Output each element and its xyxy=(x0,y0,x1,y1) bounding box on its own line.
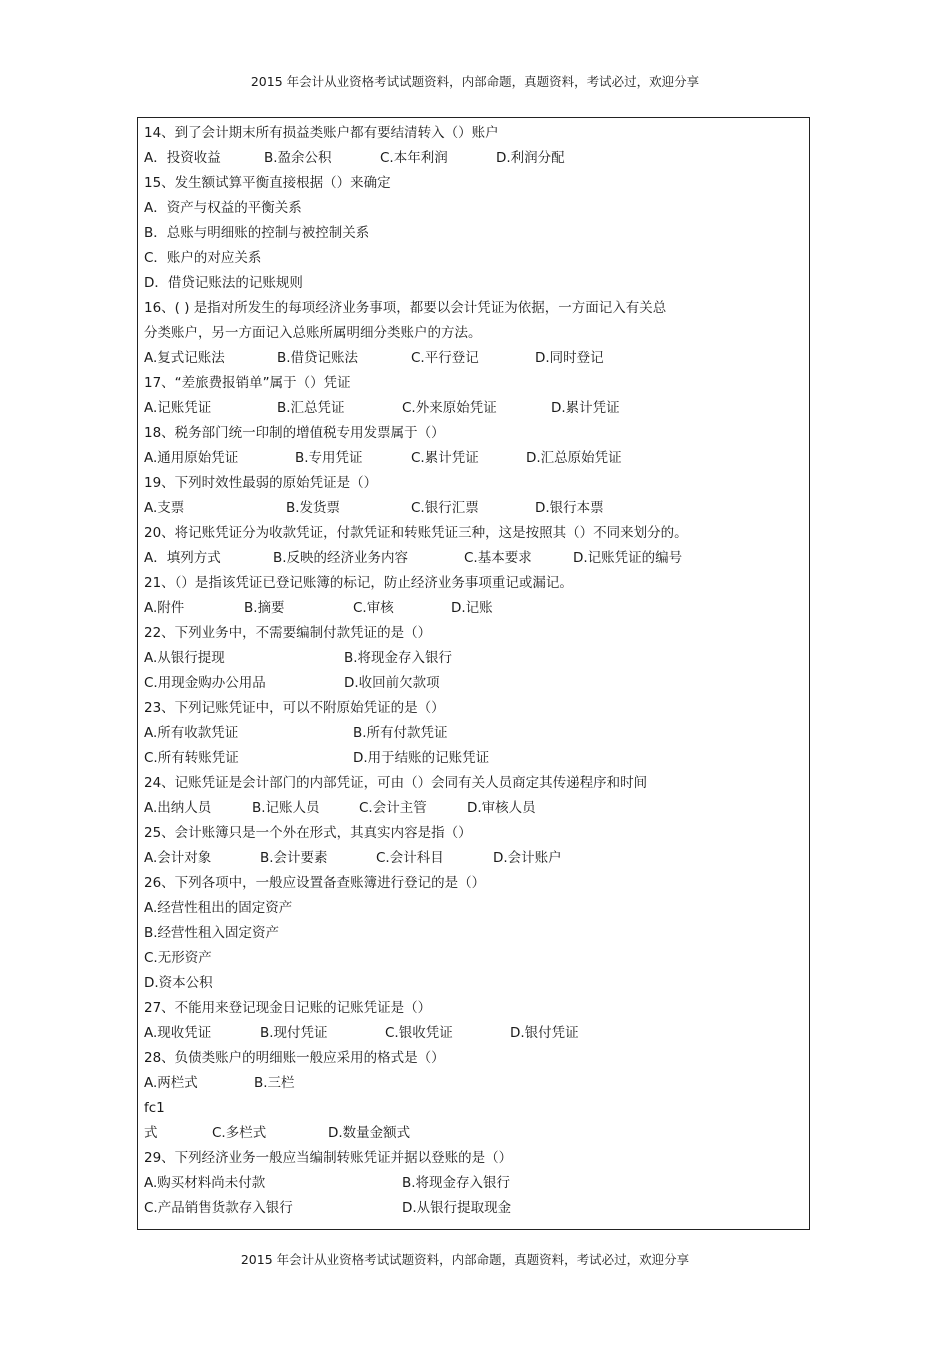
options-row xyxy=(144,1196,803,1221)
question-line: B．总账与明细账的控制与被控制关系 xyxy=(144,225,370,241)
answer-option: D.从银行提取现金 xyxy=(402,1200,512,1216)
answer-option: C.本年利润 xyxy=(380,150,448,166)
answer-option: C.基本要求 xyxy=(464,550,532,566)
answer-option: C.银行汇票 xyxy=(411,500,479,516)
answer-option: A.记账凭证 xyxy=(144,400,212,416)
options-row xyxy=(144,721,803,746)
question-list xyxy=(144,121,803,1221)
options-row xyxy=(144,1021,803,1046)
answer-option: A．投资收益 xyxy=(144,150,221,166)
answer-option: D.同时登记 xyxy=(535,350,604,366)
answer-option: A.两栏式 xyxy=(144,1075,198,1091)
answer-option: D.用于结账的记账凭证 xyxy=(353,750,490,766)
answer-option: B.汇总凭证 xyxy=(277,400,345,416)
answer-option: C.累计凭证 xyxy=(411,450,479,466)
answer-option: A.附件 xyxy=(144,600,185,616)
question-line: 18、税务部门统一印制的增值税专用发票属于（） xyxy=(144,425,445,441)
question-line: 20、将记账凭证分为收款凭证，付款凭证和转账凭证三种，这是按照其（）不同来划分的。 xyxy=(144,525,688,541)
options-row xyxy=(144,1171,803,1196)
question-line: 26、下列各项中，一般应设置备查账簿进行登记的是（） xyxy=(144,875,486,891)
options-row xyxy=(144,846,803,871)
answer-option: C.银收凭证 xyxy=(385,1025,453,1041)
answer-option: D.利润分配 xyxy=(496,150,565,166)
answer-option: D.累计凭证 xyxy=(551,400,620,416)
options-row xyxy=(144,546,803,571)
question-line: 15、发生额试算平衡直接根据（）来确定 xyxy=(144,175,391,191)
options-row xyxy=(144,746,803,771)
answer-option: D.银行本票 xyxy=(535,500,604,516)
options-row xyxy=(144,346,803,371)
question-line: 16、( ) 是指对所发生的每项经济业务事项，都要以会计凭证为依据，一方面记入有关总 xyxy=(144,300,667,316)
answer-option: 式 xyxy=(144,1125,158,1141)
answer-option: C.审核 xyxy=(353,600,394,616)
answer-option: A.从银行提现 xyxy=(144,650,225,666)
answer-option: B.所有付款凭证 xyxy=(353,725,448,741)
answer-option: A．填列方式 xyxy=(144,550,221,566)
answer-option: B.记账人员 xyxy=(252,800,320,816)
answer-option: A.会计对象 xyxy=(144,850,212,866)
answer-option: A.所有收款凭证 xyxy=(144,725,239,741)
answer-option: D.记账凭证的编号 xyxy=(573,550,683,566)
answer-option: C.多栏式 xyxy=(212,1125,267,1141)
question-line: 22、下列业务中，不需要编制付款凭证的是（） xyxy=(144,625,432,641)
answer-option: B.现付凭证 xyxy=(260,1025,328,1041)
question-line: 25、会计账簿只是一个外在形式，其真实内容是指（） xyxy=(144,825,472,841)
options-row xyxy=(144,396,803,421)
answer-option: C.会计主管 xyxy=(359,800,427,816)
answer-option: D.数量金额式 xyxy=(328,1125,411,1141)
answer-option: B.摘要 xyxy=(244,600,285,616)
answer-option: A.通用原始凭证 xyxy=(144,450,239,466)
answer-option: B.会计要素 xyxy=(260,850,328,866)
answer-option: D.审核人员 xyxy=(467,800,536,816)
answer-option: D.汇总原始凭证 xyxy=(526,450,622,466)
answer-option: D.银付凭证 xyxy=(510,1025,579,1041)
page-footer: 2015 年会计从业资格考试试题资料，内部命题，真题资料，考试必过，欢迎分享 xyxy=(240,1252,690,1267)
answer-option: D.会计账户 xyxy=(493,850,562,866)
answer-option: B.三栏 xyxy=(254,1075,295,1091)
question-line: D．借贷记账法的记账规则 xyxy=(144,275,303,291)
question-line: C.无形资产 xyxy=(144,950,212,966)
question-line: B.经营性租入固定资产 xyxy=(144,925,280,941)
question-line: 24、记账凭证是会计部门的内部凭证，可由（）会同有关人员商定其传递程序和时间 xyxy=(144,775,648,791)
answer-option: C.产品销售货款存入银行 xyxy=(144,1200,293,1216)
answer-option: A.出纳人员 xyxy=(144,800,212,816)
question-line: 21、（）是指该凭证已登记账簿的标记，防止经济业务事项重记或漏记。 xyxy=(144,575,573,591)
question-line: 14、到了会计期末所有损益类账户都有要结清转入（）账户 xyxy=(144,125,499,141)
answer-option: B.专用凭证 xyxy=(295,450,363,466)
question-line: 23、下列记账凭证中，可以不附原始凭证的是（） xyxy=(144,700,445,716)
answer-option: C.平行登记 xyxy=(411,350,479,366)
question-line: A.经营性租出的固定资产 xyxy=(144,900,293,916)
answer-option: B.将现金存入银行 xyxy=(402,1175,511,1191)
answer-option: B.发货票 xyxy=(286,500,341,516)
options-row xyxy=(144,646,803,671)
answer-option: A.复式记账法 xyxy=(144,350,225,366)
answer-option: B.反映的经济业务内容 xyxy=(273,550,409,566)
options-row xyxy=(144,146,803,171)
answer-option: B.将现金存入银行 xyxy=(344,650,453,666)
answer-option: C.外来原始凭证 xyxy=(402,400,497,416)
answer-option: B.盈余公积 xyxy=(264,150,332,166)
answer-option: C.所有转账凭证 xyxy=(144,750,239,766)
answer-option: D.收回前欠款项 xyxy=(344,675,440,691)
answer-option: C.用现金购办公用品 xyxy=(144,675,266,691)
answer-option: C.会计科目 xyxy=(376,850,444,866)
options-row xyxy=(144,596,803,621)
question-line: 分类账户，另一方面记入总账所属明细分类账户的方法。 xyxy=(144,325,482,341)
answer-option: D.记账 xyxy=(451,600,493,616)
question-box xyxy=(137,117,810,1230)
options-row xyxy=(144,1071,803,1096)
question-line: C．账户的对应关系 xyxy=(144,250,262,266)
answer-option: B.借贷记账法 xyxy=(277,350,359,366)
answer-option: A.购买材料尚未付款 xyxy=(144,1175,266,1191)
answer-option: A.支票 xyxy=(144,500,185,516)
options-row xyxy=(144,796,803,821)
question-line: 27、不能用来登记现金日记账的记账凭证是（） xyxy=(144,1000,432,1016)
question-line: D.资本公积 xyxy=(144,975,213,991)
question-line: 28、负债类账户的明细账一般应采用的格式是（） xyxy=(144,1050,445,1066)
question-line: 19、下列时效性最弱的原始凭证是（） xyxy=(144,475,378,491)
options-row xyxy=(144,446,803,471)
question-line: 29、下列经济业务一般应当编制转账凭证并据以登账的是（） xyxy=(144,1150,513,1166)
question-line: fc1 xyxy=(144,1100,165,1116)
page-header: 2015 年会计从业资格考试试题资料，内部命题，真题资料，考试必过，欢迎分享 xyxy=(250,74,700,89)
question-line: A．资产与权益的平衡关系 xyxy=(144,200,302,216)
options-row xyxy=(144,1121,803,1146)
answer-option: A.现收凭证 xyxy=(144,1025,212,1041)
options-row xyxy=(144,496,803,521)
question-line: 17、“差旅费报销单”属于（）凭证 xyxy=(144,375,351,391)
options-row xyxy=(144,671,803,696)
